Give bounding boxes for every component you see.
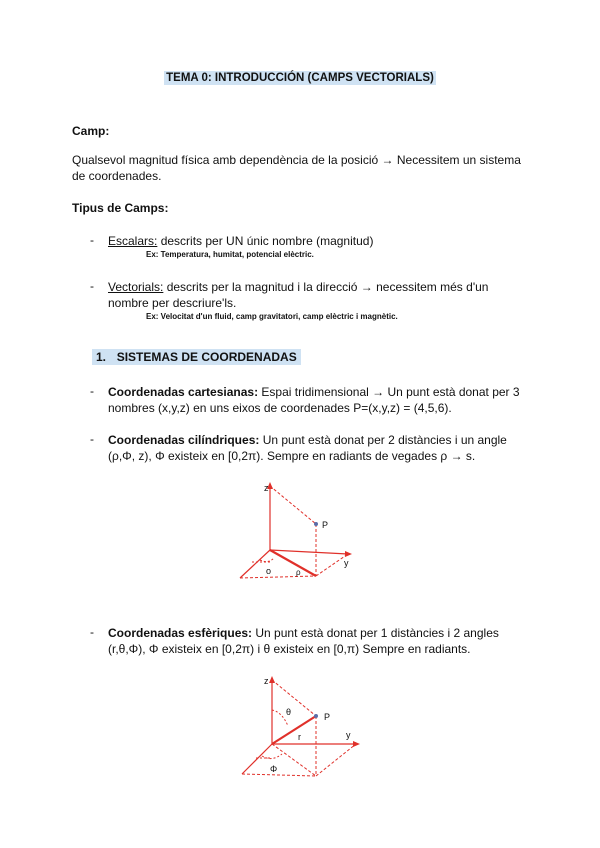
list-item-escalars: Escalars: descrits per UN únic nombre (magnitud) — [108, 234, 374, 248]
list-item-cilindriques: Coordenadas cilíndriques: Un punt està donat per 2 distàncies i un angle (ρ,Φ, z), Φ existeix en [0,2π). Sempre en radiants de vegades ρ → s. — [108, 433, 507, 463]
phi-label: Φ — [270, 764, 278, 774]
z-axis-label: z — [264, 483, 269, 493]
theta-label: θ — [286, 707, 292, 717]
tipus-heading: Tipus de Camps: — [72, 201, 169, 215]
point-p-marker — [314, 714, 318, 718]
list-item-vectorials: Vectorials: descrits per la magnitud i la direcció → necessitem més d'un nombre per descriure'ls. — [108, 280, 489, 310]
phi-label: o — [266, 566, 272, 576]
point-p-marker — [314, 522, 318, 526]
spherical-coordinates-diagram — [232, 670, 372, 785]
example-vectorials: Ex: Velocitat d'un fluid, camp gravitatori, camp elèctric i magnètic. — [146, 312, 398, 321]
point-p-label: P — [322, 520, 329, 530]
section-heading: 1. SISTEMAS DE COORDENADAS — [92, 350, 301, 364]
rho-label: ρ — [296, 568, 301, 577]
cylindrical-coordinates-diagram — [230, 478, 370, 588]
list-item-cartesianas: Coordenadas cartesianas: Espai tridimensional → Un punt està donat per 3 nombres (x,y,z) en uns eixos de coordenades P=(x,y,z) = (4,5,6). — [108, 385, 520, 415]
bullet-dash: - — [90, 432, 94, 446]
example-escalars: Ex: Temperatura, humitat, potencial elèctric. — [146, 250, 314, 259]
list-item-esferiques: Coordenadas esfèriques: Un punt està donat per 1 distàncies i 2 angles (r,θ,Φ), Φ existeix en [0,2π) i θ existeix en [0,π) Sempre en radiants. — [108, 626, 499, 656]
y-axis-label: y — [344, 558, 349, 568]
bullet-dash: - — [90, 279, 94, 293]
point-p-label: P — [324, 712, 331, 722]
z-axis-label: z — [264, 676, 269, 686]
y-axis-label: y — [346, 730, 351, 740]
page-title: TEMA 0: INTRODUCCIÓN (CAMPS VECTORIALS) — [166, 72, 434, 84]
bullet-dash: - — [90, 233, 94, 247]
camp-definition: Qualsevol magnitud física amb dependència de la posició → Necessitem un sistema de coordenades. — [72, 153, 521, 183]
r-label: r — [298, 732, 301, 742]
bullet-dash: - — [90, 384, 94, 398]
bullet-dash: - — [90, 625, 94, 639]
camp-heading: Camp: — [72, 124, 110, 138]
